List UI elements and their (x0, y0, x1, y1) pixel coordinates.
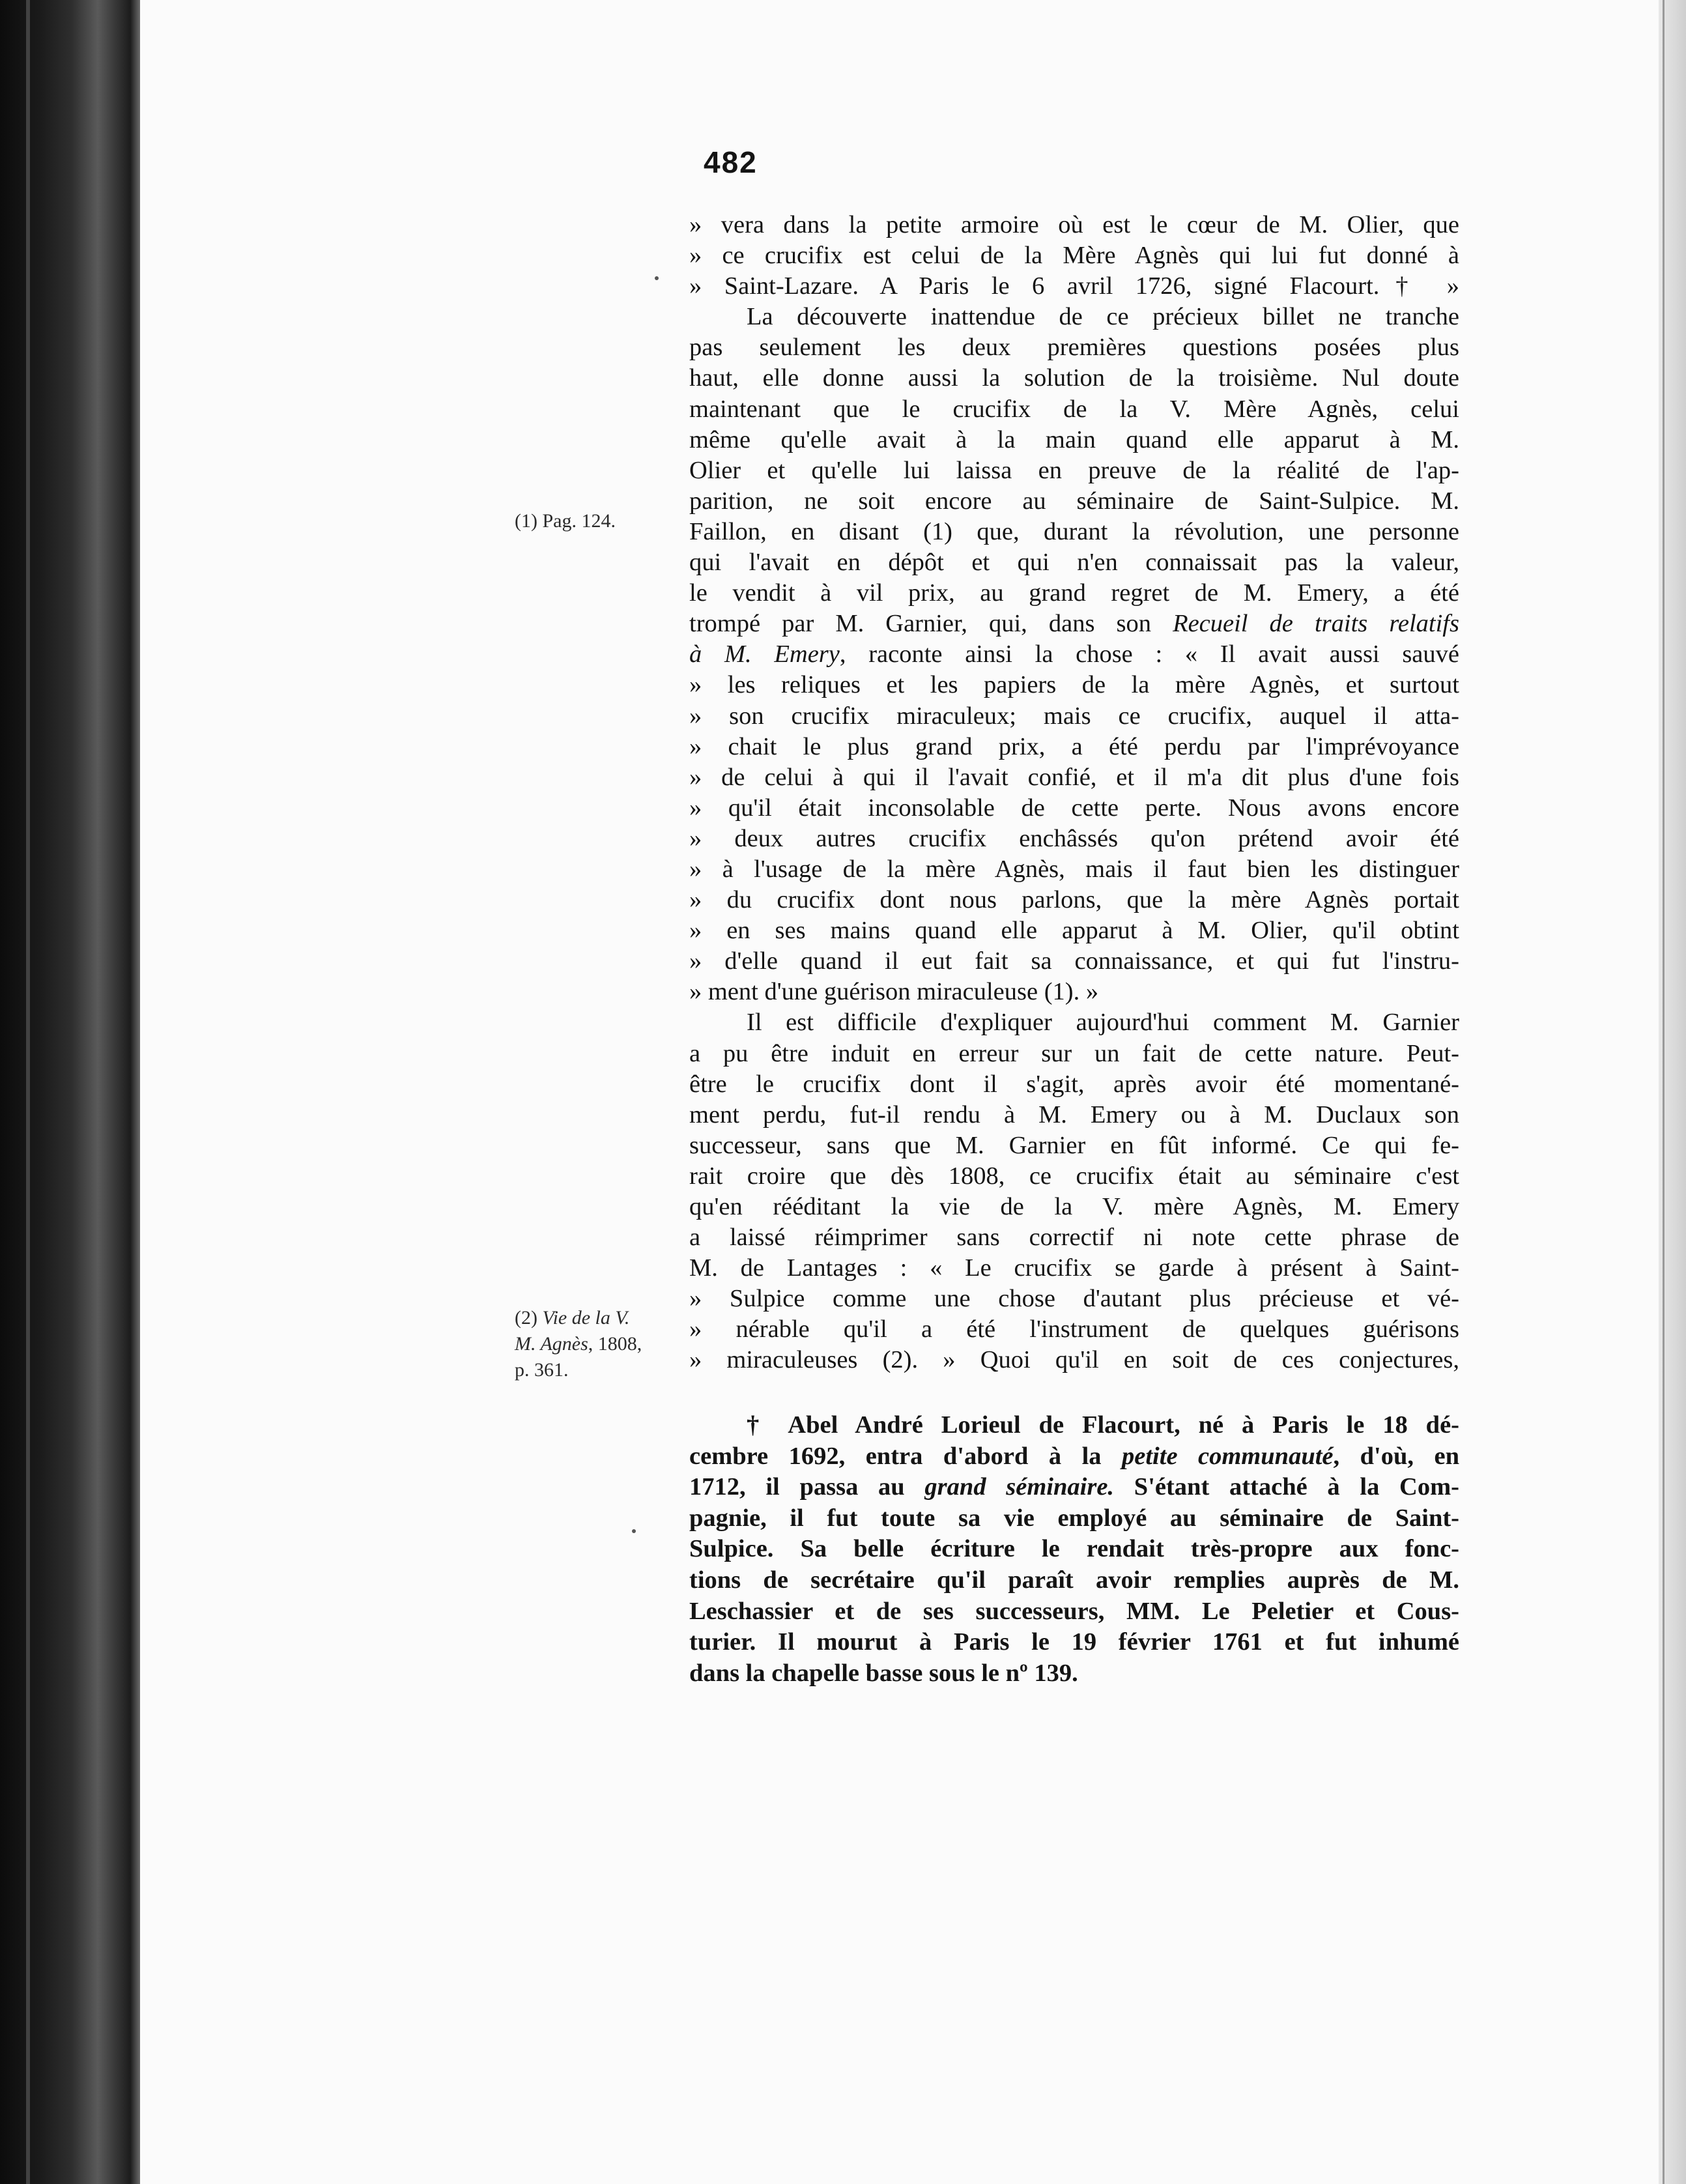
text-line: qu'en rééditant la vie de la V. mère Agnès, M. Emery (689, 1193, 1459, 1220)
text-line: ment perdu, fut-il rendu à M. Emery ou à M. Duclaux son (689, 1100, 1459, 1128)
margin-note-line (515, 1331, 678, 1357)
page-number: 482 (704, 145, 758, 179)
footnote-line: dans la chapelle basse sous le nº 139. (689, 1659, 1078, 1687)
text-line: » à l'usage de la mère Agnès, mais il faut bien les distinguer (689, 855, 1459, 883)
text-line: rait croire que dès 1808, ce crucifix était au séminaire c'est (689, 1162, 1459, 1190)
italic-title: M. Agnès (515, 1333, 588, 1355)
margin-note-2 (515, 1305, 678, 1383)
text-segment: 1712, il passa au (689, 1473, 925, 1501)
text-segment: , 1808, (588, 1333, 642, 1355)
text-line: a pu être induit en erreur sur un fait de cette nature. Peut- (689, 1039, 1459, 1067)
text-line: » de celui à qui il l'avait confié, et il m'a dit plus d'une fois (689, 763, 1459, 791)
footnote-line (689, 1441, 1459, 1473)
text-line: » qu'il était inconsolable de cette perte. Nous avons encore (689, 794, 1459, 822)
next-page-edge (1659, 0, 1686, 2184)
margin-note-line: p. 361. (515, 1359, 569, 1381)
text-line: haut, elle donne aussi la solution de la troisième. Nul doute (689, 364, 1459, 392)
text-line: qui l'avait en dépôt et qui n'en connaissait pas la valeur, (689, 549, 1459, 577)
text-line: » vera dans la petite armoire où est le cœur de M. Olier, que (689, 211, 1459, 238)
text-line: successeur, sans que M. Garnier en fût informé. Ce qui fe- (689, 1131, 1459, 1159)
binding-strip (26, 0, 30, 2184)
text-segment: (2) (515, 1307, 543, 1329)
text-line: maintenant que le crucifix de la V. Mère Agnès, celui (689, 395, 1459, 423)
footnote-line (689, 1472, 1459, 1503)
text-line: » son crucifix miraculeux; mais ce crucifix, auquel il atta- (689, 702, 1459, 730)
text-line: être le crucifix dont il s'agit, après avoir été momentané- (689, 1070, 1459, 1098)
text-line: La découverte inattendue de ce précieux billet ne tranche (747, 303, 1459, 331)
scan-speck (655, 276, 659, 280)
main-text (689, 210, 1459, 1376)
footnote-line: pagnie, il fut toute sa vie employé au séminaire de Saint- (689, 1504, 1459, 1532)
margin-note-line (515, 1305, 678, 1331)
text-line: » les reliques et les papiers de la mère Agnès, et surtout (689, 671, 1459, 699)
footnote-line: Sulpice. Sa belle écriture le rendait très-propre aux fonc- (689, 1535, 1459, 1563)
margin-note-1 (515, 508, 678, 534)
text-line (689, 639, 1459, 670)
text-line: » Sulpice comme une chose d'autant plus précieuse et vé- (689, 1285, 1459, 1313)
text-segment: , d'où, en (1333, 1442, 1459, 1470)
text-line: a laissé réimprimer sans correctif ni note cette phrase de (689, 1224, 1459, 1252)
text-line: » du crucifix dont nous parlons, que la mère Agnès portait (689, 886, 1459, 914)
text-line: Faillon, en disant (1) que, durant la révolution, une personne (689, 517, 1459, 545)
book-binding-edge (0, 0, 140, 2184)
text-line: Olier et qu'elle lui laissa en preuve de la réalité de l'ap- (689, 456, 1459, 484)
text-line: le vendit à vil prix, au grand regret de M. Emery, a été (689, 579, 1459, 607)
italic-name: à M. Emery (689, 640, 840, 668)
text-line: » Saint-Lazare. A Paris le 6 avril 1726, signé Flacourt.† » (689, 272, 1459, 300)
text-line: » d'elle quand il eut fait sa connaissance, et qui fut l'instru- (689, 947, 1459, 975)
text-line: » deux autres crucifix enchâssés qu'on prétend avoir été (689, 824, 1459, 852)
text-line: » ce crucifix est celui de la Mère Agnès qui lui fut donné à (689, 242, 1459, 270)
text-line (689, 609, 1459, 639)
text-line: » en ses mains quand elle apparut à M. Olier, qu'il obtint (689, 917, 1459, 945)
italic-title: Recueil de traits relatifs (1173, 610, 1459, 638)
text-line: même qu'elle avait à la main quand elle apparut à M. (689, 425, 1459, 453)
footnote-line: † Abel André Lorieul de Flacourt, né à Paris le 18 dé- (747, 1411, 1459, 1439)
text-segment: trompé par M. Garnier, qui, dans son (689, 610, 1173, 638)
footnote-flacourt (689, 1410, 1459, 1689)
text-line: » ment d'une guérison miraculeuse (1). » (689, 978, 1099, 1006)
text-line: » miraculeuses (2). » Quoi qu'il en soit de ces conjectures, (689, 1346, 1459, 1374)
italic-term: grand séminaire. (924, 1473, 1115, 1501)
footnote-line: tions de secrétaire qu'il paraît avoir remplies auprès de M. (689, 1566, 1459, 1594)
text-segment: , raconte ainsi la chose : « Il avait aussi sauvé (839, 640, 1459, 668)
scan-speck (632, 1529, 636, 1533)
margin-note-text: (1) Pag. 124. (515, 510, 616, 532)
text-line: parition, ne soit encore au séminaire de Saint-Sulpice. M. (689, 487, 1459, 515)
text-line: » nérable qu'il a été l'instrument de quelques guérisons (689, 1315, 1459, 1343)
text-line: » chait le plus grand prix, a été perdu par l'imprévoyance (689, 732, 1459, 760)
footnote-line: turier. Il mourut à Paris le 19 février 1761 et fut inhumé (689, 1628, 1459, 1656)
footnote-line: Leschassier et de ses successeurs, MM. Le Peletier et Cous- (689, 1597, 1459, 1625)
italic-term: petite communauté (1122, 1442, 1334, 1470)
text-line: M. de Lantages : « Le crucifix se garde à présent à Saint- (689, 1254, 1459, 1282)
italic-title: Vie de la V. (542, 1307, 630, 1329)
text-line: pas seulement les deux premières questions posées plus (689, 334, 1459, 362)
text-line: Il est difficile d'expliquer aujourd'hui comment M. Garnier (747, 1009, 1459, 1037)
text-segment: S'étant attaché à la Com- (1114, 1473, 1460, 1501)
text-segment: cembre 1692, entra d'abord à la (689, 1442, 1122, 1470)
